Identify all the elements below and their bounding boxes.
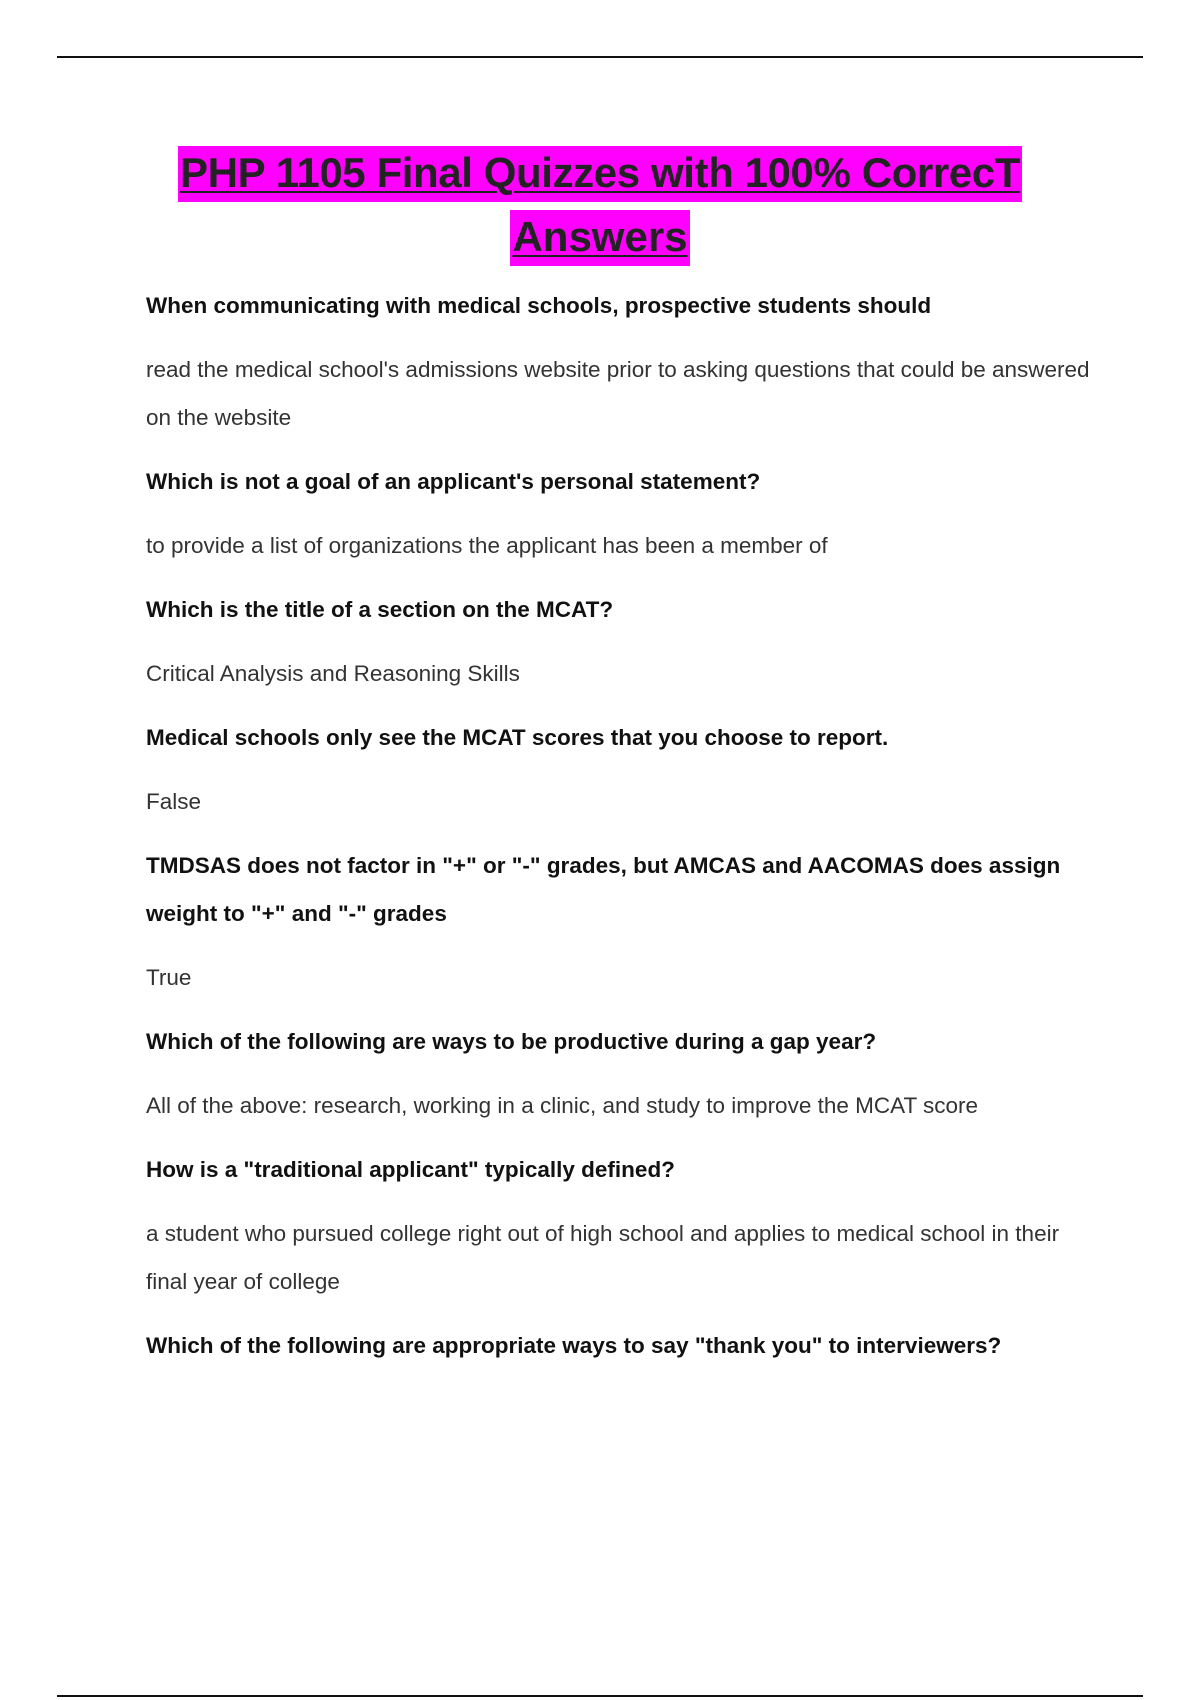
- answer-6: All of the above: research, working in a clinic, and study to improve the MCAT score: [146, 1093, 979, 1118]
- answer-1: read the medical school's admissions website prior to asking questions that could be answered on the website: [146, 357, 1090, 430]
- answer-7: a student who pursued college right out of high school and applies to medical school in their final year of college: [146, 1221, 1060, 1294]
- question-6: Which of the following are ways to be productive during a gap year?: [146, 1029, 877, 1054]
- question-4: Medical schools only see the MCAT scores that you choose to report.: [146, 725, 889, 750]
- answer-3: Critical Analysis and Reasoning Skills: [146, 661, 520, 686]
- answer-2: to provide a list of organizations the applicant has been a member of: [146, 533, 828, 558]
- answer-4: False: [146, 789, 202, 814]
- question-8: Which of the following are appropriate ways to say "thank you" to interviewers?: [146, 1333, 1002, 1358]
- question-3: Which is the title of a section on the MCAT?: [146, 597, 614, 622]
- question-5: TMDSAS does not factor in "+" or "-" grades, but AMCAS and AACOMAS does assign weight to "+" and "-" grades: [146, 853, 1061, 926]
- document-title: [0, 146, 1200, 266]
- qa-list: [146, 282, 1096, 1370]
- question-2: Which is not a goal of an applicant's personal statement?: [146, 469, 761, 494]
- answer-5: True: [146, 965, 192, 990]
- question-1: When communicating with medical schools, prospective students should: [146, 293, 932, 318]
- question-7: How is a "traditional applicant" typically defined?: [146, 1157, 675, 1182]
- title-line-2: Answers: [510, 210, 689, 266]
- top-rule: [57, 56, 1143, 58]
- title-line-1: PHP 1105 Final Quizzes with 100% CorrecT: [178, 146, 1022, 202]
- bottom-rule: [57, 1695, 1143, 1697]
